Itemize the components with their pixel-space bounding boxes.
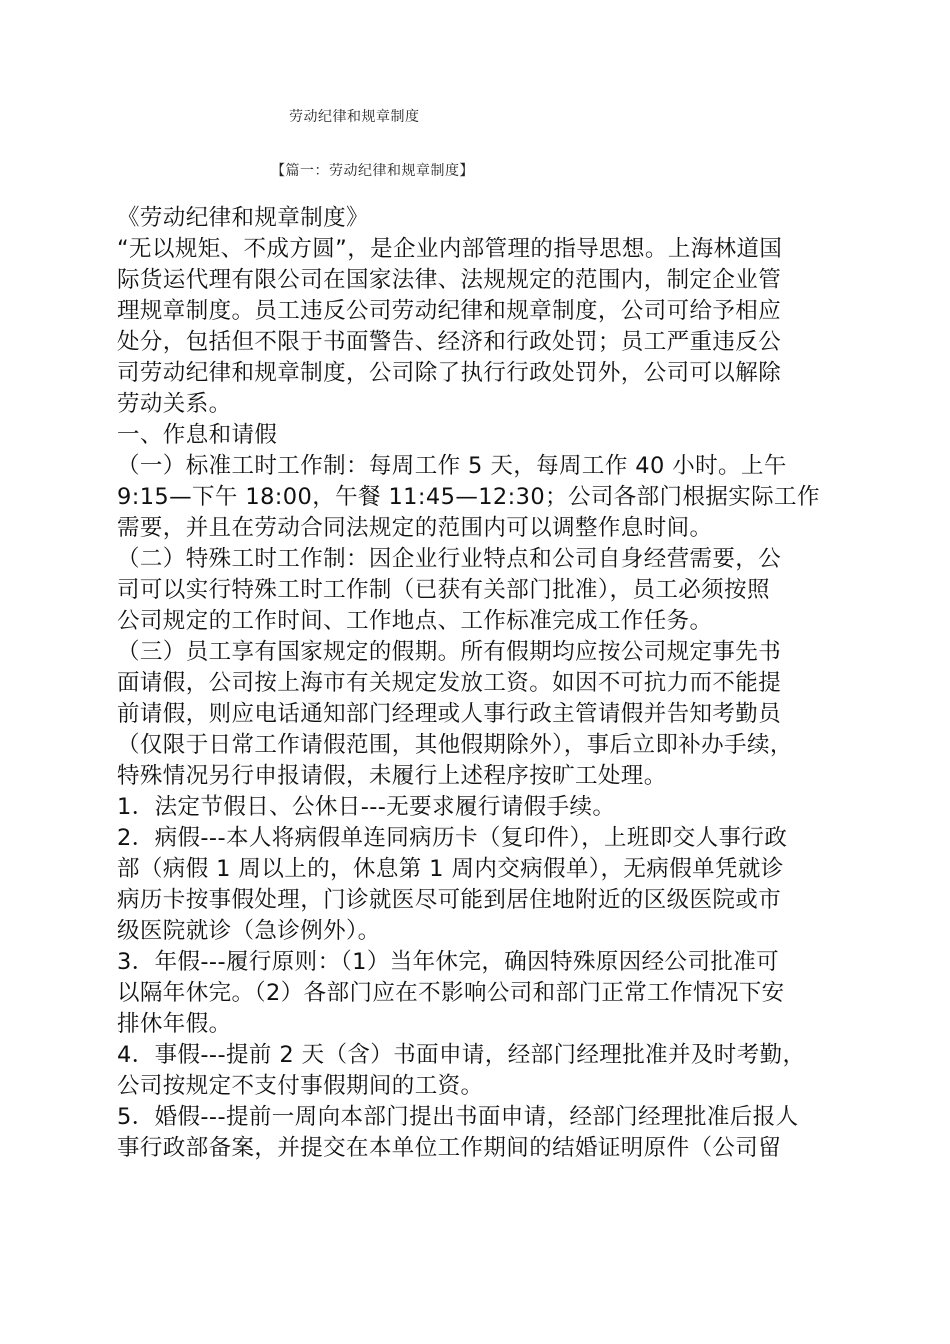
- text-line: 理规章制度。员工违反公司劳动纪律和规章制度，公司可给予相应: [117, 298, 782, 324]
- text-line: （三）员工享有国家规定的假期。所有假期均应按公司规定事先书: [117, 639, 782, 665]
- text-line: 公司规定的工作时间、工作地点、工作标准完成工作任务。: [117, 608, 713, 634]
- text-line: 需要，并且在劳动合同法规定的范围内可以调整作息时间。: [117, 515, 713, 541]
- text-line: 特殊情况另行申报请假，未履行上述程序按旷工处理。: [117, 763, 667, 789]
- section-heading: 一、作息和请假: [117, 422, 278, 448]
- text-line: 公司按规定不支付事假期间的工资。: [117, 1073, 484, 1099]
- list-item-line: 2．病假---本人将病假单连同病历卡（复印件），上班即交人事行政: [117, 825, 788, 851]
- text-line: 9:15—下午 18:00，午餐 11:45—12:30；公司各部门根据实际工作: [117, 484, 820, 510]
- list-item-line: 4．事假---提前 2 天（含）书面申请，经部门经理批准并及时考勤，: [117, 1042, 806, 1068]
- text-line: 司可以实行特殊工时工作制（已获有关部门批准），员工必须按照: [117, 577, 770, 603]
- document-header-title: 劳动纪律和规章制度: [289, 109, 420, 125]
- text-line: 部（病假 1 周以上的，休息第 1 周内交病假单），无病假单凭就诊: [117, 856, 784, 882]
- text-line: 面请假，公司按上海市有关规定发放工资。如因不可抗力而不能提: [117, 670, 782, 696]
- list-item-line: 5．婚假---提前一周向本部门提出书面申请，经部门经理批准后报人: [117, 1104, 799, 1130]
- text-line: （二）特殊工时工作制：因企业行业特点和公司自身经营需要，公: [117, 546, 782, 572]
- text-line: 排休年假。: [117, 1011, 232, 1037]
- text-line: 病历卡按事假处理，门诊就医尽可能到居住地附近的区级医院或市: [117, 887, 782, 913]
- list-item-line: 1．法定节假日、公休日---无要求履行请假手续。: [117, 794, 616, 820]
- document-body: [117, 203, 837, 1164]
- text-line: 事行政部备案，并提交在本单位工作期间的结婚证明原件（公司留: [117, 1135, 782, 1161]
- text-line: （仅限于日常工作请假范围，其他假期除外），事后立即补办手续，: [117, 732, 793, 758]
- document-section-label: 【篇一：劳动纪律和规章制度】: [271, 163, 474, 179]
- text-line: 处分，包括但不限于书面警告、经济和行政处罚；员工严重违反公: [117, 329, 782, 355]
- doc-title-line: 《劳动纪律和规章制度》: [117, 205, 369, 231]
- text-line: 际货运代理有限公司在国家法律、法规规定的范围内，制定企业管: [117, 267, 782, 293]
- text-line: 级医院就诊（急诊例外）。: [117, 918, 381, 944]
- text-line: 司劳动纪律和规章制度，公司除了执行行政处罚外，公司可以解除: [117, 360, 782, 386]
- text-line: （一）标准工时工作制：每周工作 5 天，每周工作 40 小时。上午: [117, 453, 787, 479]
- text-line: 以隔年休完。（2）各部门应在不影响公司和部门正常工作情况下安: [117, 980, 785, 1006]
- list-item-line: 3．年假---履行原则：（1）当年休完，确因特殊原因经公司批准可: [117, 949, 780, 975]
- text-line: 前请假，则应电话通知部门经理或人事行政主管请假并告知考勤员: [117, 701, 782, 727]
- text-line: 劳动关系。: [117, 391, 232, 417]
- text-line: “无以规矩、不成方圆”，是企业内部管理的指导思想。上海林道国: [117, 236, 783, 262]
